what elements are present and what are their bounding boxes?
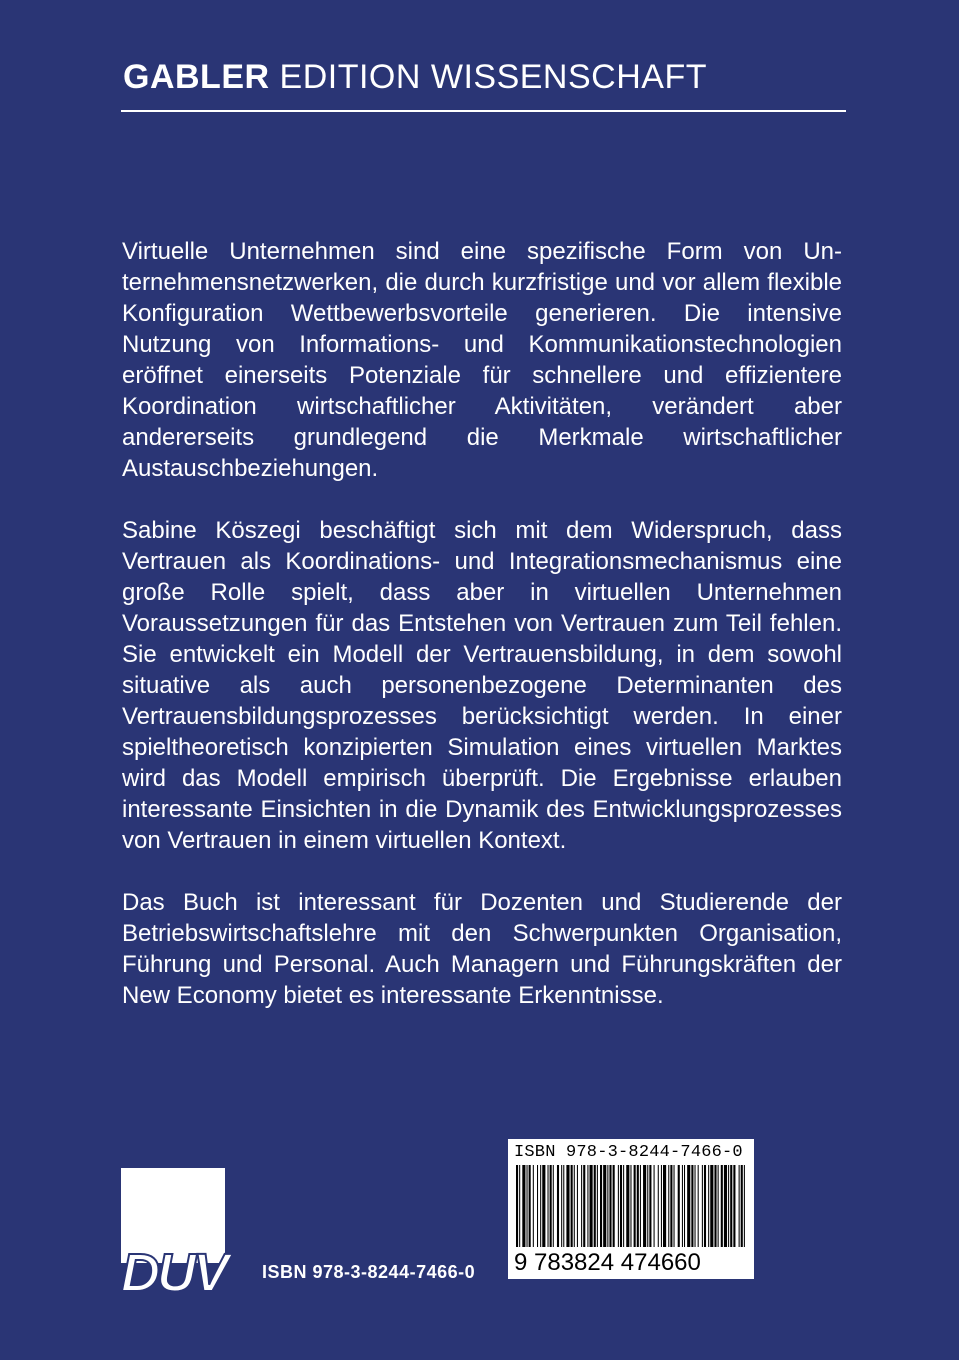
barcode-bar bbox=[561, 1165, 562, 1247]
blurb-paragraph-3: Das Buch ist interessant für Dozenten und Studierende der Betriebswirtschaftslehre mit den Schwerpunkten Organisation, Führung und Personal. Auch Managern und Führungskräften der New Economy bietet es interessante Erkenntnisse. bbox=[122, 889, 842, 1009]
barcode-bar bbox=[623, 1165, 624, 1247]
barcode-bar bbox=[609, 1165, 611, 1247]
barcode-bar bbox=[739, 1165, 740, 1247]
barcode-bar bbox=[571, 1165, 573, 1247]
barcode-bar bbox=[540, 1165, 541, 1247]
barcode-bar bbox=[630, 1165, 631, 1247]
barcode-bar bbox=[618, 1165, 619, 1247]
barcode-bar bbox=[658, 1165, 659, 1247]
series-brand: GABLER bbox=[123, 58, 270, 96]
barcode-bar bbox=[647, 1165, 648, 1247]
barcode-bar bbox=[574, 1165, 575, 1247]
barcode-bar bbox=[519, 1165, 520, 1247]
barcode-bar bbox=[522, 1165, 525, 1247]
barcode-bar bbox=[597, 1165, 598, 1247]
barcode-bar bbox=[649, 1165, 651, 1247]
barcode-bar bbox=[710, 1165, 713, 1247]
barcode-bar bbox=[730, 1165, 732, 1247]
barcode bbox=[508, 1139, 754, 1279]
barcode-bar bbox=[537, 1165, 538, 1247]
barcode-bar bbox=[724, 1165, 727, 1247]
barcode-bar bbox=[744, 1165, 745, 1247]
barcode-bar bbox=[548, 1165, 549, 1247]
barcode-bar bbox=[702, 1165, 703, 1247]
barcode-bar bbox=[721, 1165, 723, 1247]
barcode-bar bbox=[557, 1165, 559, 1247]
barcode-bar bbox=[718, 1165, 719, 1247]
barcode-bar bbox=[553, 1165, 554, 1247]
barcode-bar bbox=[698, 1165, 699, 1247]
barcode-bars bbox=[516, 1165, 748, 1247]
barcode-bar bbox=[626, 1165, 629, 1247]
barcode-bar bbox=[529, 1165, 531, 1247]
barcode-bar bbox=[661, 1165, 662, 1247]
barcode-bar bbox=[542, 1165, 545, 1247]
barcode-bar bbox=[678, 1165, 680, 1247]
barcode-isbn-label: ISBN 978-3-8244-7466-0 bbox=[514, 1143, 743, 1162]
barcode-bar bbox=[533, 1165, 534, 1247]
barcode-bar bbox=[733, 1165, 735, 1247]
barcode-bar bbox=[682, 1165, 683, 1247]
barcode-bar bbox=[581, 1165, 582, 1247]
publisher-logo-text: DUV bbox=[121, 1243, 227, 1303]
barcode-digits: 9 783824 474660 bbox=[514, 1249, 701, 1276]
barcode-bar bbox=[563, 1165, 564, 1247]
barcode-bar bbox=[634, 1165, 636, 1247]
barcode-bar bbox=[527, 1165, 528, 1247]
series-title bbox=[123, 58, 707, 97]
barcode-bar bbox=[590, 1165, 593, 1247]
barcode-bar bbox=[654, 1165, 655, 1247]
barcode-bar bbox=[728, 1165, 729, 1247]
barcode-bar bbox=[600, 1165, 602, 1247]
barcode-bar bbox=[741, 1165, 743, 1247]
barcode-bar bbox=[594, 1165, 596, 1247]
blurb bbox=[122, 236, 842, 1042]
barcode-bar bbox=[643, 1165, 646, 1247]
barcode-bar bbox=[670, 1165, 672, 1247]
barcode-bar bbox=[577, 1165, 578, 1247]
barcode-bar bbox=[687, 1165, 690, 1247]
barcode-bar bbox=[674, 1165, 675, 1247]
isbn-text: ISBN 978-3-8244-7466-0 bbox=[262, 1262, 476, 1282]
barcode-bar bbox=[637, 1165, 639, 1247]
barcode-bar bbox=[587, 1165, 588, 1247]
barcode-bar bbox=[714, 1165, 716, 1247]
barcode-bar bbox=[550, 1165, 552, 1247]
blurb-paragraph-2: Sabine Köszegi beschäftigt sich mit dem Widerspruch, dass Vertrauen als Koordinations- und Integrationsmechanismus eine große Rolle spielt, dass aber in virtuellen Unternehmen Voraussetzungen für das Entstehen von Vertrauen zum Teil fehlen. Sie entwickelt ein Modell der Vertrauensbildung, in dem sowohl situative als auch personenbezogene Determinanten des Vertrauensbildungsprozesses berücksichtigt werden. In einer spieltheoretisch konzipierten Simulation eines virtuellen Marktes wird das Modell empirisch überprüft. Die Ergebnisse erlauben interessante Einsichten in die Dynamik des Entwicklungsprozesses von Vertrauen in einem virtuellen Kontext. bbox=[122, 517, 842, 854]
barcode-bar bbox=[704, 1165, 706, 1247]
barcode-bar bbox=[613, 1165, 615, 1247]
barcode-bar bbox=[663, 1165, 666, 1247]
barcode-bar bbox=[603, 1165, 606, 1247]
barcode-bar bbox=[583, 1165, 585, 1247]
barcode-bar bbox=[516, 1165, 518, 1247]
barcode-bar bbox=[691, 1165, 693, 1247]
barcode-bar bbox=[566, 1165, 569, 1247]
series-edition: EDITION WISSENSCHAFT bbox=[279, 58, 707, 96]
publisher-logo bbox=[121, 1168, 227, 1303]
barcode-bar bbox=[668, 1165, 669, 1247]
blurb-paragraph-1: Virtuelle Unternehmen sind eine spezifische Form von Unternehmensnetzwerken, die durch kurzfristige und vor allem flexible Konfiguration Wettbewerbsvorteile generieren. Die intensive Nutzung von Informations- und Kommunikationstechnologien eröffnet einerseits Potenziale für schnellere und effizientere Koordination wirtschaftlicher Aktivitäten, verändert aber andererseits grundlegend die Merkmale wirtschaftlicher Austauschbeziehungen. bbox=[122, 238, 842, 482]
header-rule bbox=[121, 110, 846, 112]
barcode-bar bbox=[708, 1165, 709, 1247]
barcode-bar bbox=[620, 1165, 622, 1247]
barcode-bar bbox=[607, 1165, 608, 1247]
barcode-bar bbox=[695, 1165, 696, 1247]
barcode-bar bbox=[640, 1165, 641, 1247]
barcode-bar bbox=[684, 1165, 685, 1247]
